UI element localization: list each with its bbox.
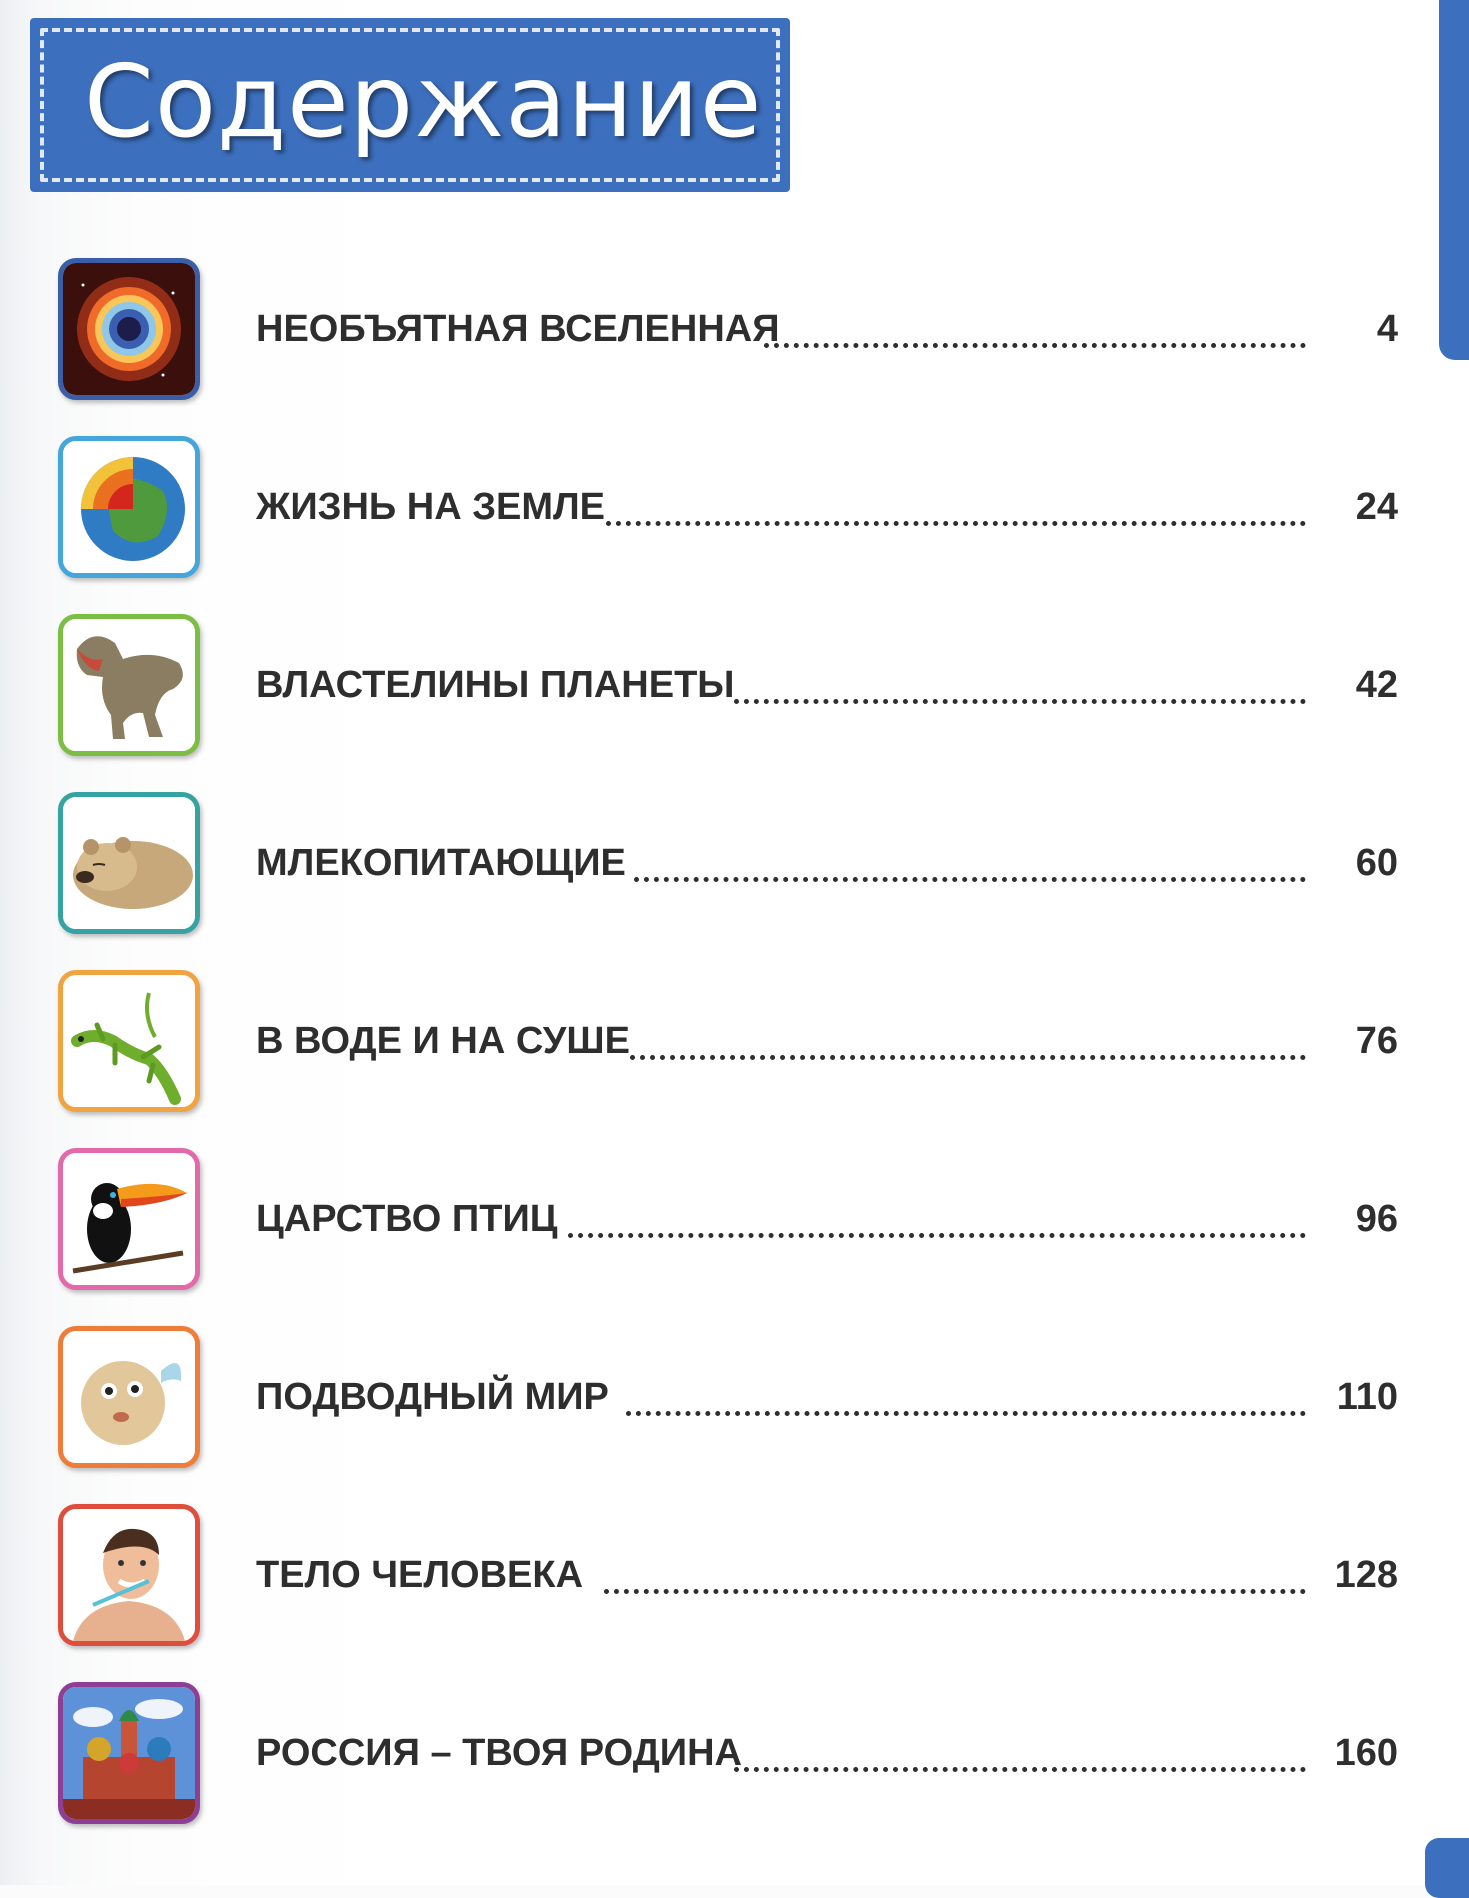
toc-entry[interactable]: [58, 1148, 1398, 1300]
dot-leader: [634, 844, 1306, 882]
toc-page-number: 4: [1376, 308, 1398, 350]
toc-label: РОССИЯ – ТВОЯ РОДИНА: [256, 1732, 742, 1774]
toc-label: ПОДВОДНЫЙ МИР: [256, 1376, 609, 1418]
st-basils-cathedral-icon: [58, 1682, 200, 1824]
edge-tab-bottom: [1425, 1838, 1469, 1898]
toc-entry[interactable]: [58, 792, 1398, 944]
toc-entry[interactable]: [58, 1326, 1398, 1478]
toc-label: МЛЕКОПИТАЮЩИЕ: [256, 842, 626, 884]
dot-leader: [734, 666, 1306, 704]
toc-label: В ВОДЕ И НА СУШЕ: [256, 1020, 630, 1062]
title-banner: [30, 18, 790, 192]
toucan-icon: [58, 1148, 200, 1290]
toc-page-number: 42: [1355, 664, 1398, 706]
dinosaur-icon: [58, 614, 200, 756]
toc-page-number: 60: [1355, 842, 1398, 884]
earth-globe-icon: [58, 436, 200, 578]
toc-page-number: 24: [1355, 486, 1398, 528]
toc-page-number: 128: [1334, 1554, 1398, 1596]
edge-tab-top: [1439, 0, 1469, 360]
toc-label: НЕОБЪЯТНАЯ ВСЕЛЕННАЯ: [256, 308, 780, 350]
toc-page-number: 160: [1334, 1732, 1398, 1774]
toc-entry[interactable]: [58, 1504, 1398, 1656]
boy-brushing-teeth-icon: [58, 1504, 200, 1646]
dot-leader: [626, 1378, 1306, 1416]
dot-leader: [606, 488, 1306, 526]
nebula-icon: [58, 258, 200, 400]
dot-leader: [764, 310, 1306, 348]
lizard-icon: [58, 970, 200, 1112]
pufferfish-icon: [58, 1326, 200, 1468]
toc-entry[interactable]: [58, 436, 1398, 588]
toc-page-number: 110: [1336, 1376, 1398, 1418]
dot-leader: [630, 1022, 1306, 1060]
toc-entry[interactable]: [58, 258, 1398, 410]
page-title: Содержание: [84, 43, 763, 160]
bear-icon: [58, 792, 200, 934]
toc-entry[interactable]: [58, 614, 1398, 766]
toc-page-number: 96: [1355, 1198, 1398, 1240]
dot-leader: [604, 1556, 1306, 1594]
toc-entry[interactable]: [58, 970, 1398, 1122]
toc-label: ЦАРСТВО ПТИЦ: [256, 1198, 558, 1240]
dot-leader: [734, 1734, 1306, 1772]
toc-label: ЖИЗНЬ НА ЗЕМЛЕ: [256, 486, 606, 528]
toc-page-number: 76: [1355, 1020, 1398, 1062]
toc-label: ВЛАСТЕЛИНЫ ПЛАНЕТЫ: [256, 664, 735, 706]
toc-entry[interactable]: [58, 1682, 1398, 1834]
toc-label: ТЕЛО ЧЕЛОВЕКА: [256, 1554, 584, 1596]
dot-leader: [568, 1200, 1306, 1238]
